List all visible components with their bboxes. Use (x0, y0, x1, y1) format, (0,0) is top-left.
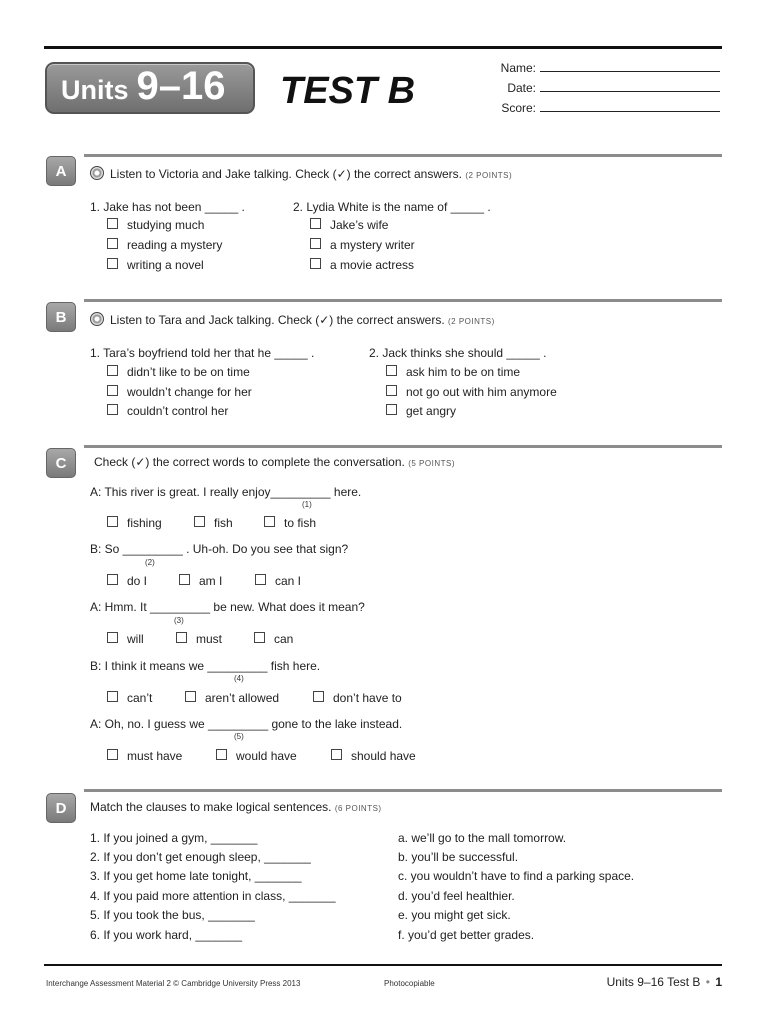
c-2-opt-1[interactable]: do I (107, 574, 147, 588)
checkbox[interactable] (107, 632, 118, 643)
c-line-5: A: Oh, no. I guess we _________ gone to the lake instead. (90, 717, 403, 731)
audio-cd-icon (90, 312, 104, 326)
c-4-opt-2[interactable]: aren’t allowed (185, 691, 279, 705)
section-b-q2: 2. Jack thinks she should _____ . (369, 346, 547, 360)
checkbox[interactable] (107, 574, 118, 585)
c-1-opt-1[interactable]: fishing (107, 516, 162, 530)
section-a-q1: 1. Jake has not been _____ . (90, 200, 245, 214)
date-line[interactable] (540, 80, 720, 92)
b-q1-opt-1[interactable]: didn’t like to be on time (107, 365, 250, 379)
c-line-2: B: So _________ . Uh-oh. Do you see that sign? (90, 542, 349, 556)
b-q1-opt-3[interactable]: couldn’t control her (107, 404, 228, 418)
checkbox[interactable] (194, 516, 205, 527)
section-b-rule (84, 299, 722, 302)
c-5-opt-1[interactable]: must have (107, 749, 182, 763)
checkbox[interactable] (179, 574, 190, 585)
d-right-d: d. you’d feel healthier. (398, 889, 515, 903)
checkbox[interactable] (107, 238, 118, 249)
section-d-rule (84, 789, 722, 792)
d-right-e: e. you might get sick. (398, 908, 511, 922)
checkbox[interactable] (107, 404, 118, 415)
score-field[interactable] (462, 100, 720, 115)
checkbox[interactable] (216, 749, 227, 760)
d-right-c: c. you wouldn’t have to find a parking space. (398, 869, 635, 883)
b-q2-opt-2[interactable]: not go out with him anymore (386, 385, 557, 399)
checkbox[interactable] (107, 365, 118, 376)
checkbox[interactable] (254, 632, 265, 643)
c-3-opt-3[interactable]: can (254, 632, 293, 646)
section-c-rule (84, 445, 722, 448)
date-field[interactable] (462, 80, 720, 95)
audio-cd-icon (90, 166, 104, 180)
c-line-1: A: This river is great. I really enjoy_________ here. (90, 485, 362, 499)
section-c-badge: C (46, 448, 76, 478)
score-line[interactable] (540, 100, 720, 112)
c-1-opt-3[interactable]: to fish (264, 516, 316, 530)
units-range: 9–16 (136, 64, 226, 108)
checkbox[interactable] (107, 691, 118, 702)
c-4-opt-1[interactable]: can’t (107, 691, 152, 705)
section-d-badge: D (46, 793, 76, 823)
name-line[interactable] (540, 60, 720, 72)
checkbox[interactable] (264, 516, 275, 527)
section-a-points: (2 POINTS) (465, 171, 513, 180)
section-d-instruction: Match the clauses to make logical sentences. (6 POINTS) (90, 800, 382, 814)
d-left-2: 2. If you don’t get enough sleep, _______ (90, 850, 311, 864)
c-5-opt-2[interactable]: would have (216, 749, 297, 763)
section-d-points: (6 POINTS) (334, 804, 382, 813)
checkbox[interactable] (255, 574, 266, 585)
c-line-3: A: Hmm. It _________ be new. What does it mean? (90, 600, 365, 614)
date-label: Date: (507, 81, 536, 95)
footer-page (607, 975, 722, 989)
footer-photocopiable: Photocopiable (384, 979, 435, 988)
c-line-5-number: (5) (234, 732, 244, 741)
section-a-instruction: Listen to Victoria and Jake talking. Check (✓) the correct answers. (2 POINTS) (90, 166, 512, 181)
c-line-4-number: (4) (234, 674, 244, 683)
name-field[interactable] (462, 60, 720, 75)
checkbox[interactable] (310, 218, 321, 229)
section-b-q1: 1. Tara’s boyfriend told her that he _____ . (90, 346, 315, 360)
units-badge (45, 62, 255, 114)
checkbox[interactable] (313, 691, 324, 702)
top-rule (44, 46, 722, 49)
d-left-3: 3. If you get home late tonight, _______ (90, 869, 302, 883)
section-b-instruction: Listen to Tara and Jack talking. Check (✓) the correct answers. (2 POINTS) (90, 312, 495, 327)
checkbox[interactable] (386, 365, 397, 376)
test-title: TEST B (280, 70, 416, 112)
d-left-4: 4. If you paid more attention in class, _______ (90, 889, 336, 903)
b-q1-opt-2[interactable]: wouldn’t change for her (107, 385, 252, 399)
footer-bullet: • (705, 975, 710, 989)
checkbox[interactable] (386, 385, 397, 396)
section-a-rule (84, 154, 722, 157)
section-a-q2: 2. Lydia White is the name of _____ . (293, 200, 491, 214)
d-right-b: b. you’ll be successful. (398, 850, 519, 864)
section-a-badge: A (46, 156, 76, 186)
d-left-1: 1. If you joined a gym, _______ (90, 831, 258, 845)
checkbox[interactable] (107, 385, 118, 396)
a-q1-opt-3[interactable]: writing a novel (107, 258, 204, 272)
b-q2-opt-1[interactable]: ask him to be on time (386, 365, 520, 379)
c-2-opt-3[interactable]: can I (255, 574, 301, 588)
checkbox[interactable] (107, 258, 118, 269)
c-line-1-number: (1) (302, 500, 312, 509)
footer-page-number: 1 (715, 975, 722, 989)
checkbox[interactable] (331, 749, 342, 760)
checkbox[interactable] (107, 218, 118, 229)
section-c-instruction: Check (✓) the correct words to complete the conversation. (5 POINTS) (94, 455, 455, 469)
c-line-4: B: I think it means we _________ fish here. (90, 659, 321, 673)
name-label: Name: (500, 61, 536, 75)
bottom-rule (44, 964, 722, 966)
checkbox[interactable] (310, 258, 321, 269)
b-q2-opt-3[interactable]: get angry (386, 404, 456, 418)
section-b-badge: B (46, 302, 76, 332)
section-c-points: (5 POINTS) (408, 459, 455, 468)
checkbox[interactable] (185, 691, 196, 702)
c-5-opt-3[interactable]: should have (331, 749, 416, 763)
c-2-opt-2[interactable]: am I (179, 574, 222, 588)
checkbox[interactable] (310, 238, 321, 249)
checkbox[interactable] (107, 749, 118, 760)
c-4-opt-3[interactable]: don’t have to (313, 691, 402, 705)
checkbox[interactable] (176, 632, 187, 643)
c-line-2-number: (2) (145, 558, 155, 567)
checkbox[interactable] (107, 516, 118, 527)
a-q2-opt-3[interactable]: a movie actress (310, 258, 414, 272)
a-q1-opt-1[interactable]: studying much (107, 218, 204, 232)
c-1-opt-2[interactable]: fish (194, 516, 233, 530)
d-right-f: f. you’d get better grades. (398, 928, 535, 942)
c-line-3-number: (3) (174, 616, 184, 625)
checkbox[interactable] (386, 404, 397, 415)
d-left-5: 5. If you took the bus, _______ (90, 908, 255, 922)
a-q2-opt-1[interactable]: Jake’s wife (310, 218, 388, 232)
d-left-6: 6. If you work hard, _______ (90, 928, 243, 942)
c-3-opt-2[interactable]: must (176, 632, 222, 646)
units-word: Units (61, 75, 129, 105)
footer-page-label: Units 9–16 Test B (606, 975, 701, 989)
c-3-opt-1[interactable]: will (107, 632, 144, 646)
section-b-points: (2 POINTS) (448, 317, 495, 326)
footer-copyright: Interchange Assessment Material 2 © Cambridge University Press 2013 (46, 979, 301, 988)
score-label: Score: (501, 101, 536, 115)
d-right-a: a. we’ll go to the mall tomorrow. (398, 831, 567, 845)
a-q1-opt-2[interactable]: reading a mystery (107, 238, 222, 252)
a-q2-opt-2[interactable]: a mystery writer (310, 238, 415, 252)
